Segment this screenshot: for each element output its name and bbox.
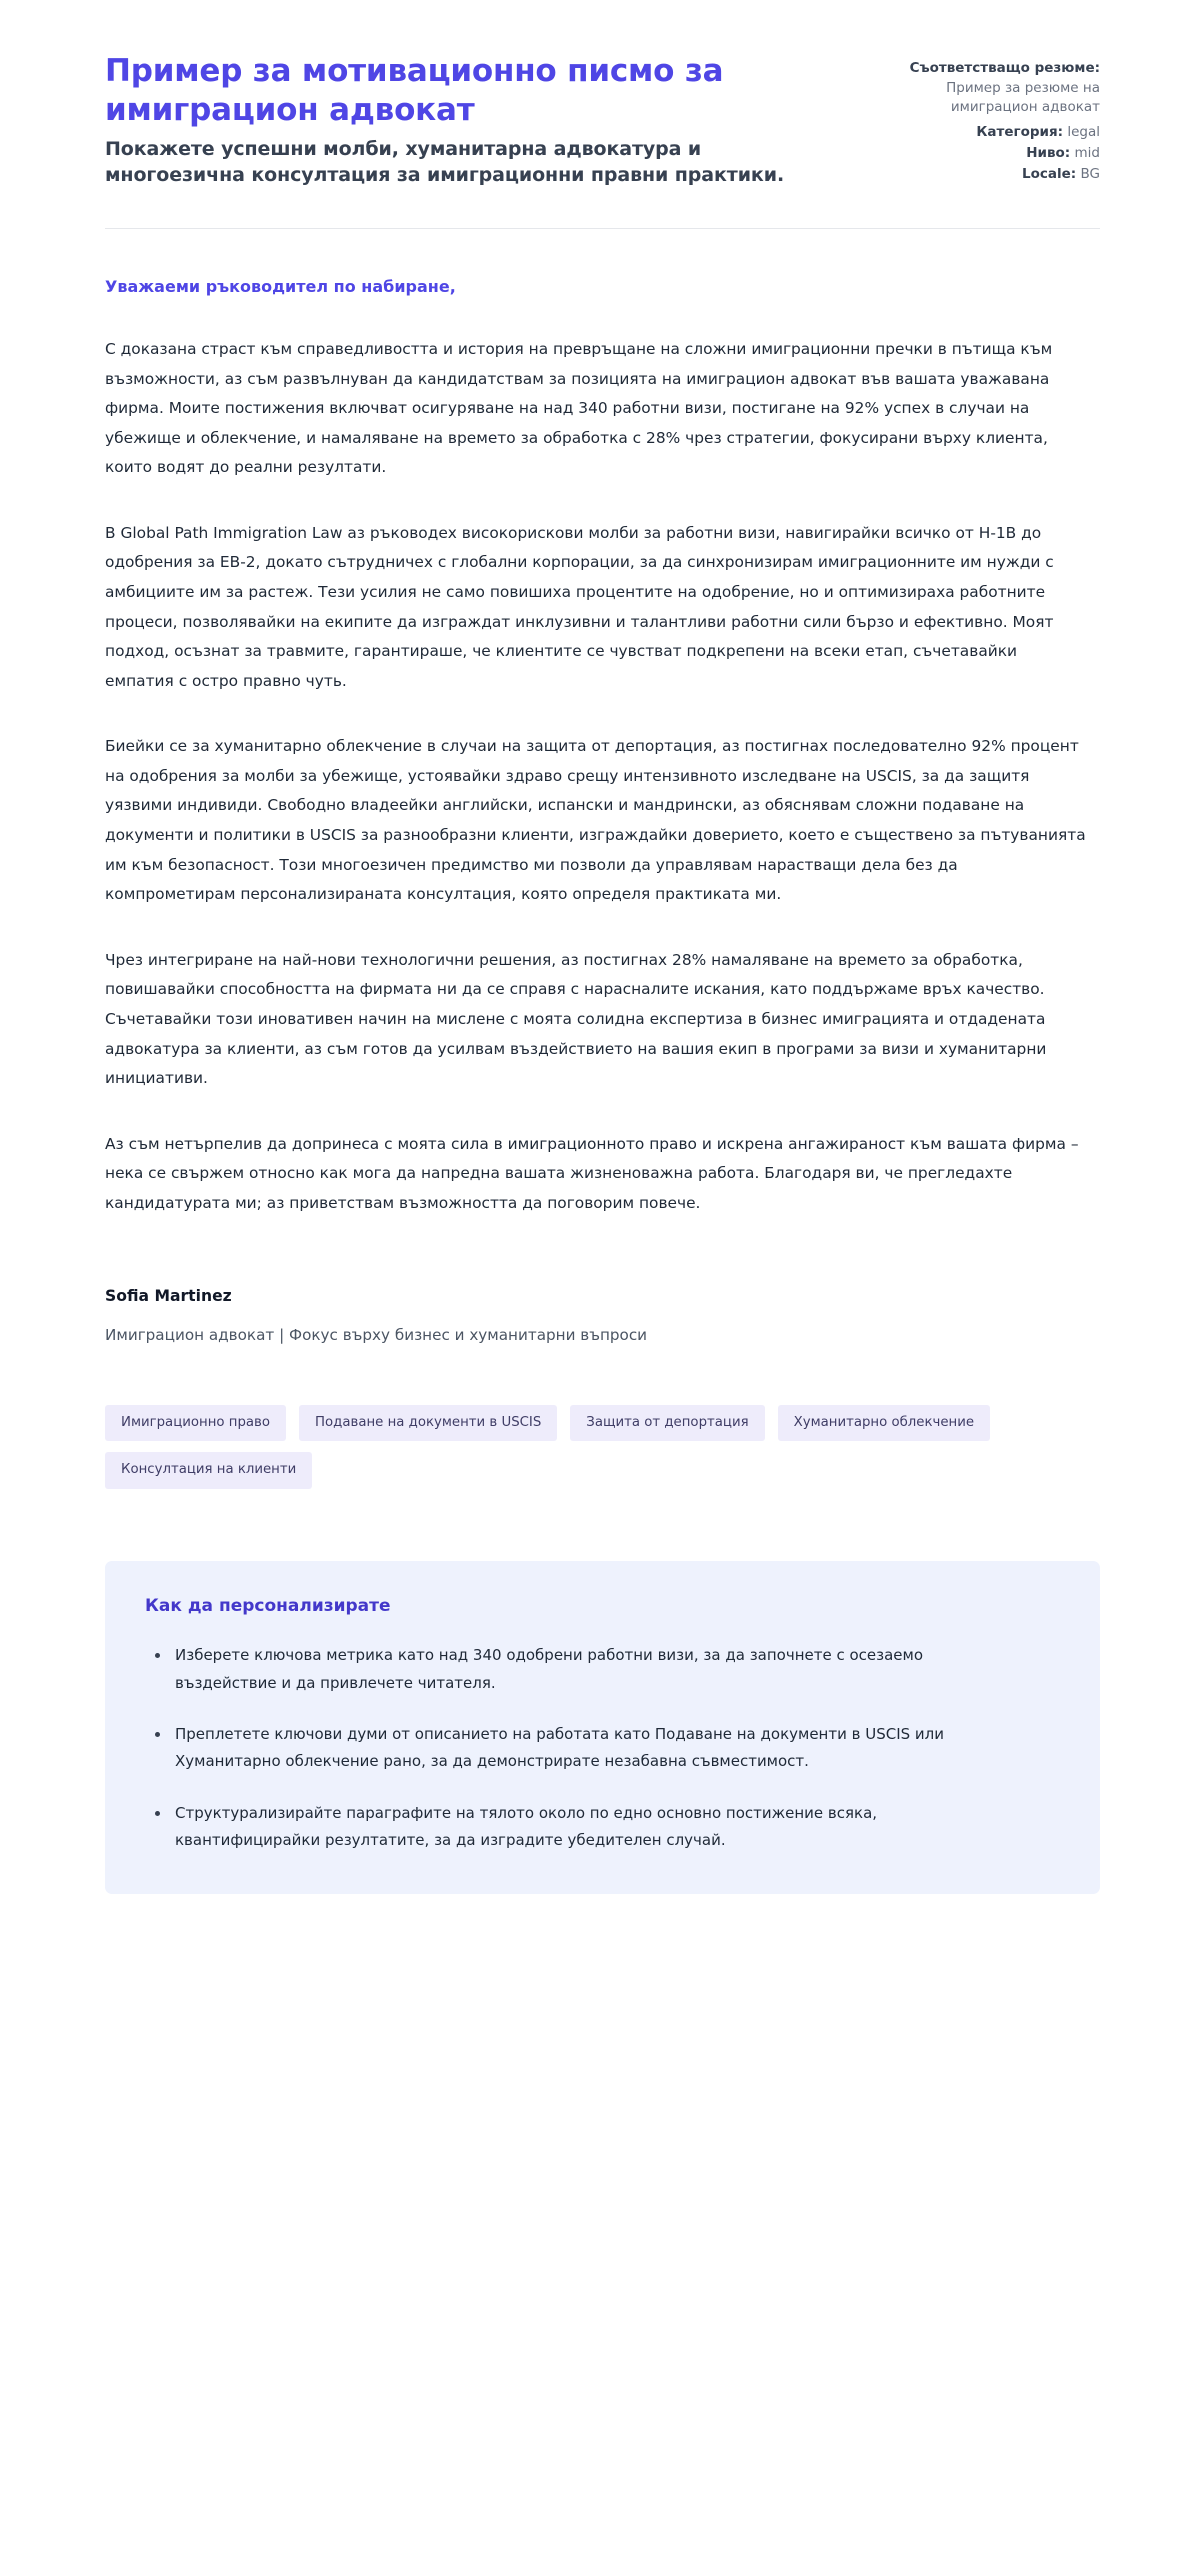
- metadata-locale-label: Locale:: [1022, 165, 1077, 182]
- metadata-locale: [870, 164, 1100, 185]
- metadata-resume-value: Пример за резюме на имиграцион адвокат: [946, 79, 1100, 116]
- tag-chip[interactable]: Имиграционно право: [105, 1405, 286, 1441]
- signature-block: [0, 1254, 1200, 1347]
- letter-paragraph: Аз съм нетърпелив да допринеса с моята сила в имиграционното право и искрена ангажираност към вашата фирма – нека се свържем относно как мога да напредна вашата жизненоважна работа. Благодаря ви, че прегледахте кандидатурата ми; аз приветствам възможността да поговорим повече.: [105, 1134, 1079, 1212]
- letter-paragraph: Биейки се за хуманитарно облекчение в случаи на защита от депортация, аз постигнах последователно 92% процент на одобрения за молби за убежище, устоявайки здраво срещу интензивното изследване на USCIS, за да защитя уязвими индивиди. Свободно владеейки английски, испански и мандрински, аз обяснявам сложни подаване на документи и политики в USCIS за разнообразни клиенти, изграждайки доверието, което е съществено за пътуванията им към безопасност. Този многоезичен предимство ми позволи да управлявам нарастващи дела без да компрометирам персонализираната консултация, която определя практиката ми.: [105, 737, 1086, 904]
- signature-role: Имиграцион адвокат | Фокус върху бизнес и хуманитарни въпроси: [105, 1326, 648, 1345]
- customization-callout: [105, 1561, 1100, 1895]
- tag-chip[interactable]: Защита от депортация: [570, 1405, 764, 1441]
- page-title: Пример за мотивационно писмо за имиграцион адвокат: [105, 53, 724, 128]
- tag-chip[interactable]: Хуманитарно облекчение: [778, 1405, 990, 1441]
- metadata-category-label: Категория:: [976, 124, 1064, 141]
- metadata-level-label: Ниво:: [1026, 144, 1071, 161]
- callout-tip-list: [145, 1642, 1060, 1854]
- page-subtitle: Покажете успешни молби, хуманитарна адвокатура и многоезична консултация за имиграционни правни практики.: [105, 137, 785, 186]
- letter-paragraph: С доказана страст към справедливостта и история на превръщане на сложни имиграционни пречки в пътища към възможности, аз съм развълнуван да кандидатствам за позицията на имиграцион адвокат във вашата уважавана фирма. Моите постижения включват осигуряване на над 340 работни визи, постигане на 92% успех в случаи на убежище и облекчение, и намаляване на времето за обработка с 28% чрез стратегии, фокусирани върху клиента, които водят до реални резултати.: [105, 339, 1053, 477]
- tag-chip[interactable]: Подаване на документи в USCIS: [299, 1405, 557, 1441]
- letter-paragraph: В Global Path Immigration Law аз ръководех високорискови молби за работни визи, навигирайки всичко от H-1B до одобрения за EB-2, докато сътрудничех с глобални корпорации, за да синхронизирам имиграционните им нужди с амбициите им за растеж. Тези усилия не само повишиха процентите на одобрение, но и оптимизираха работните процеси, позволявайки на екипите да изграждат инклузивни и талантливи работни сили бързо и ефективно. Моят подход, осъзнат за травмите, гарантираше, че клиентите се чувстват подкрепени на всеки етап, съчетавайки емпатия с остро правно чуть.: [105, 523, 1054, 690]
- callout-tip-item: Структурализирайте параграфите на тялото около по едно основно постижение всяка, квантифицирайки резултатите, за да изградите убедителен случай.: [145, 1800, 975, 1855]
- letter-salutation: Уважаеми ръководител по набиране,: [105, 276, 456, 296]
- document-metadata: [870, 52, 1100, 185]
- metadata-category: [870, 122, 1100, 143]
- tag-list: [0, 1347, 1200, 1489]
- metadata-resume-label: Съответстващо резюме:: [909, 60, 1100, 76]
- metadata-level: [870, 143, 1100, 164]
- signature-name: Sofia Martinez: [105, 1287, 232, 1306]
- callout-title: Как да персонализирате: [145, 1595, 391, 1616]
- letter-body: [0, 229, 1200, 1218]
- document-header: [0, 0, 1200, 188]
- callout-tip-item: Преплетете ключови думи от описанието на работата като Подаване на документи в USCIS или Хуманитарно облекчение рано, за да демонстрирате незабавна съвместимост.: [145, 1721, 975, 1776]
- metadata-category-value: legal: [1067, 124, 1100, 141]
- metadata-level-value: mid: [1074, 144, 1100, 161]
- header-title-block: [105, 52, 795, 188]
- tag-chip[interactable]: Консултация на клиенти: [105, 1452, 312, 1488]
- metadata-locale-value: BG: [1080, 165, 1100, 182]
- callout-tip-item: Изберете ключова метрика като над 340 одобрени работни визи, за да започнете с осезаемо въздействие и да привлечете читателя.: [145, 1642, 975, 1697]
- letter-paragraph: Чрез интегриране на най-нови технологични решения, аз постигнах 28% намаляване на времето за обработка, повишавайки способността на фирмата ни да се справя с нарасналите искания, като поддържаме връх качество. Съчетавайки този иновативен начин на мислене с моята солидна експертиза в бизнес имиграцията и отдадената адвокатура за клиенти, аз съм готов да усилвам въздействието на вашия екип в програми за визи и хуманитарни инициативи.: [105, 950, 1047, 1088]
- metadata-matching-resume: [870, 58, 1100, 118]
